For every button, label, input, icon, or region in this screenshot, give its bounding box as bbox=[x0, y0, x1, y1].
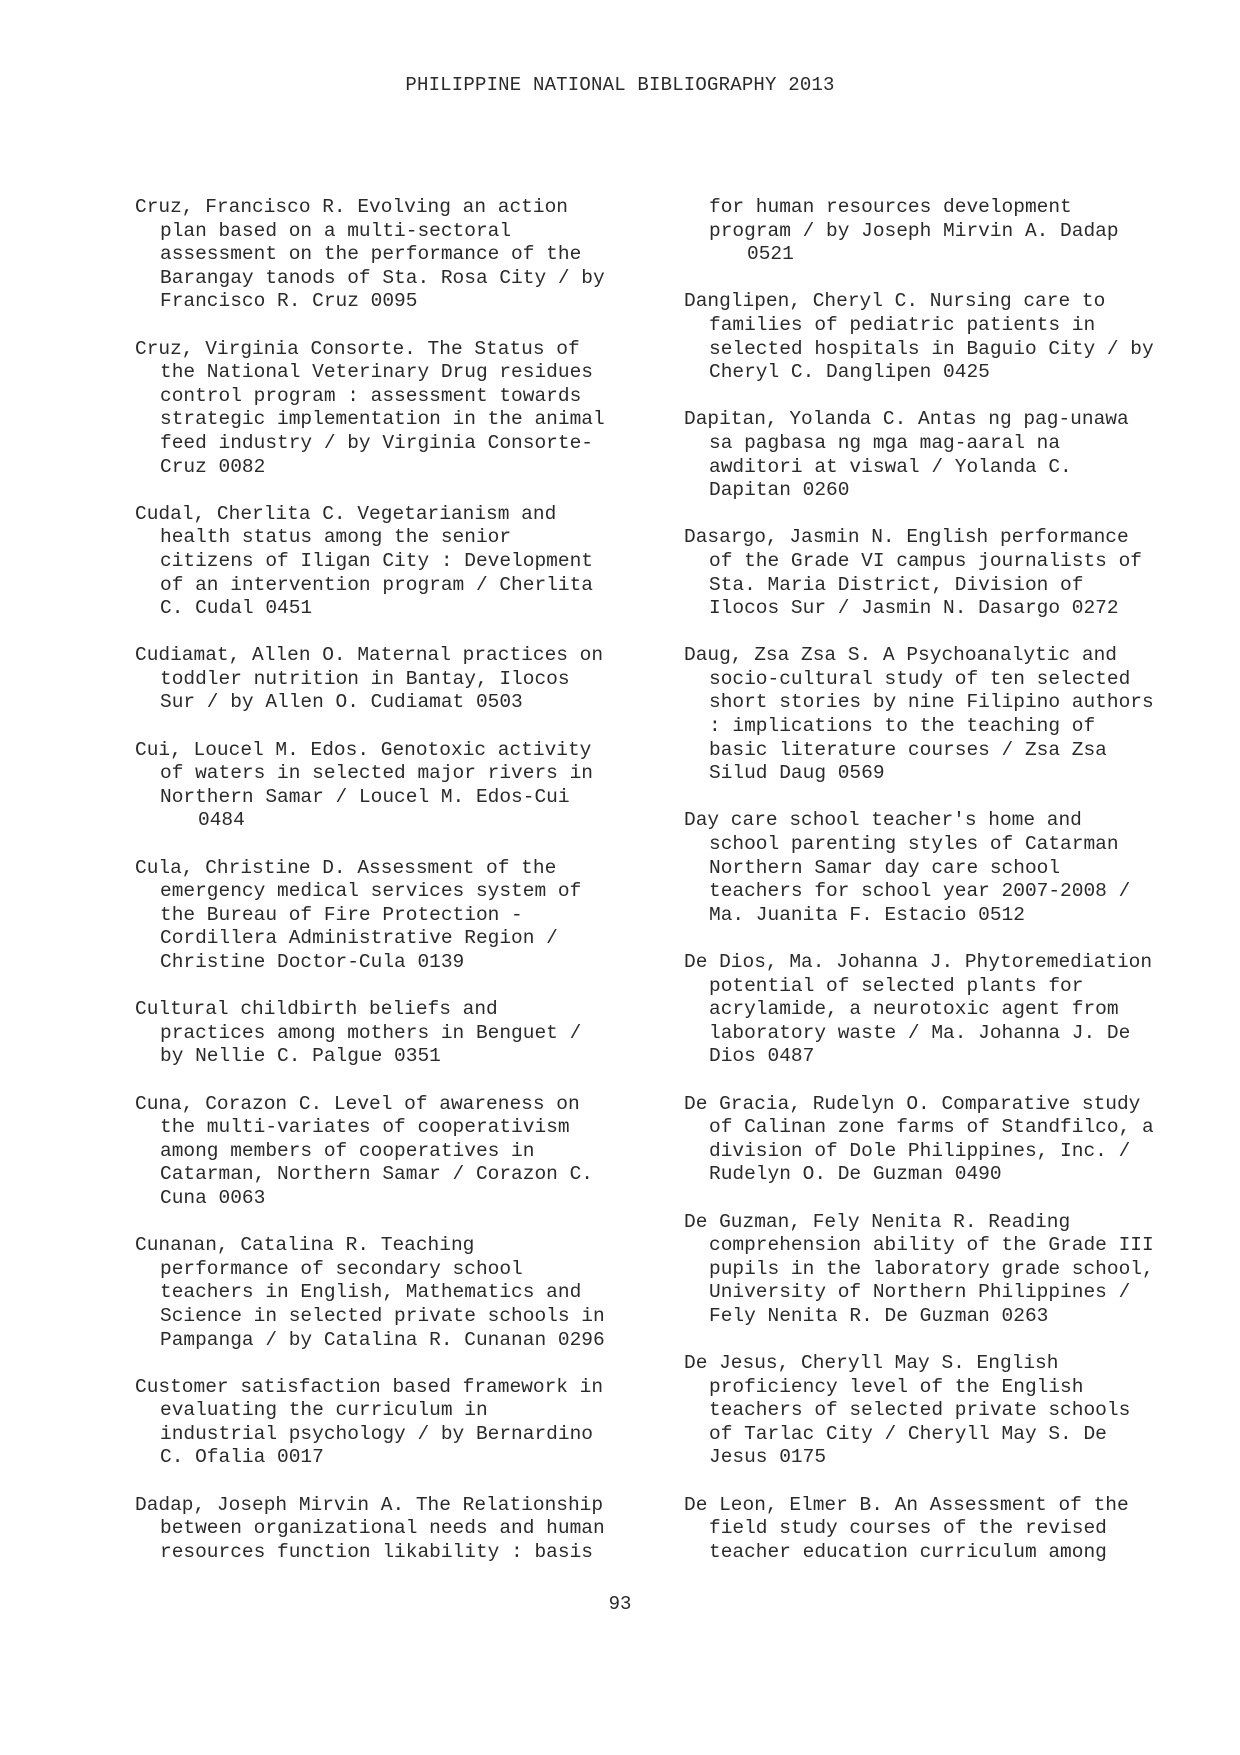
entry-line: Danglipen, Cheryl C. Nursing care to bbox=[684, 290, 1106, 313]
entry-line: pupils in the laboratory grade school, bbox=[709, 1257, 1154, 1280]
entry-line: emergency medical services system of bbox=[160, 880, 582, 903]
entry-line: Customer satisfaction based framework in bbox=[135, 1375, 604, 1398]
entry-line: Cheryl C. Danglipen 0425 bbox=[709, 361, 990, 384]
bibliography-entry bbox=[135, 998, 655, 1069]
entry-line: Northern Samar / Loucel M. Edos-Cui bbox=[160, 785, 570, 808]
entry-line: Daug, Zsa Zsa S. A Psychoanalytic and bbox=[684, 644, 1117, 667]
entry-line: of Tarlac City / Cheryll May S. De bbox=[709, 1422, 1107, 1445]
bibliography-entry bbox=[135, 1376, 655, 1470]
entry-line: teachers of selected private schools bbox=[709, 1399, 1131, 1422]
entry-line: University of Northern Philippines / bbox=[709, 1281, 1131, 1304]
entry-line: C. Cudal 0451 bbox=[160, 597, 313, 620]
entry-line: Francisco R. Cruz 0095 bbox=[160, 290, 418, 313]
bibliography-entry bbox=[135, 857, 655, 975]
entry-line: feed industry / by Virginia Consorte- bbox=[160, 431, 593, 454]
entry-line: of an intervention program / Cherlita bbox=[160, 573, 593, 596]
bibliography-entry bbox=[684, 951, 1204, 1069]
entry-line: of waters in selected major rivers in bbox=[160, 762, 593, 785]
entry-line: Science in selected private schools in bbox=[160, 1304, 605, 1327]
entry-line: the Bureau of Fire Protection - bbox=[160, 903, 523, 926]
entry-line: socio-cultural study of ten selected bbox=[709, 667, 1131, 690]
entry-line: potential of selected plants for bbox=[709, 974, 1084, 997]
entry-line: basic literature courses / Zsa Zsa bbox=[709, 738, 1107, 761]
entry-line: families of pediatric patients in bbox=[709, 313, 1096, 336]
entry-line: Ma. Juanita F. Estacio 0512 bbox=[709, 903, 1025, 926]
entry-line: teacher education curriculum among bbox=[709, 1540, 1107, 1563]
entry-line: Dapitan 0260 bbox=[709, 479, 850, 502]
entry-line: acrylamide, a neurotoxic agent from bbox=[709, 998, 1119, 1021]
entry-line: toddler nutrition in Bantay, Ilocos bbox=[160, 667, 570, 690]
entry-line: Dadap, Joseph Mirvin A. The Relationship bbox=[135, 1493, 604, 1516]
entry-line: proficiency level of the English bbox=[709, 1375, 1084, 1398]
entry-line: performance of secondary school bbox=[160, 1257, 523, 1280]
entry-line: health status among the senior bbox=[160, 526, 512, 549]
entry-line: Barangay tanods of Sta. Rosa City / by bbox=[160, 266, 605, 289]
entry-line: program / by Joseph Mirvin A. Dadap bbox=[709, 219, 1119, 242]
entry-line: Jesus 0175 bbox=[709, 1446, 827, 1469]
entry-line: Silud Daug 0569 bbox=[709, 762, 885, 785]
entry-line: Dapitan, Yolanda C. Antas ng pag-unawa bbox=[684, 408, 1129, 431]
bibliography-entry bbox=[684, 1494, 1204, 1565]
entry-line: between organizational needs and human bbox=[160, 1517, 605, 1540]
entry-line: by Nellie C. Palgue 0351 bbox=[160, 1045, 441, 1068]
entry-line: Cordillera Administrative Region / bbox=[160, 927, 558, 950]
entry-line: evaluating the curriculum in bbox=[160, 1399, 488, 1422]
entry-line: for human resources development bbox=[709, 196, 1072, 218]
entry-line: sa pagbasa ng mga mag-aaral na bbox=[709, 431, 1061, 454]
entry-line: Cruz, Virginia Consorte. The Status of bbox=[135, 337, 580, 360]
entry-line: practices among mothers in Benguet / bbox=[160, 1021, 582, 1044]
entry-line: De Guzman, Fely Nenita R. Reading bbox=[684, 1210, 1071, 1233]
entry-line: of Calinan zone farms of Standfilco, a bbox=[709, 1116, 1154, 1139]
entry-line: strategic implementation in the animal bbox=[160, 408, 605, 431]
entry-line: De Gracia, Rudelyn O. Comparative study bbox=[684, 1092, 1141, 1115]
bibliography-entry bbox=[135, 739, 655, 833]
entry-line: Ilocos Sur / Jasmin N. Dasargo 0272 bbox=[709, 597, 1119, 620]
entry-line: Christine Doctor-Cula 0139 bbox=[160, 951, 465, 973]
entry-line: Cultural childbirth beliefs and bbox=[135, 998, 498, 1021]
bibliography-entry bbox=[684, 290, 1204, 384]
entry-line: Cudiamat, Allen O. Maternal practices on bbox=[135, 644, 604, 667]
entry-line: Cruz 0082 bbox=[160, 455, 266, 478]
bibliography-entry bbox=[135, 1234, 655, 1352]
entry-record-number: 0484 bbox=[198, 809, 245, 832]
entry-line: teachers in English, Mathematics and bbox=[160, 1281, 582, 1304]
entry-line: control program : assessment towards bbox=[160, 384, 582, 407]
bibliography-entry bbox=[684, 1211, 1204, 1329]
entry-line: among members of cooperatives in bbox=[160, 1139, 535, 1162]
entry-line: Sta. Maria District, Division of bbox=[709, 573, 1084, 596]
entry-line: C. Ofalia 0017 bbox=[160, 1446, 324, 1469]
continuation-entry bbox=[684, 196, 1204, 267]
left-column bbox=[135, 196, 655, 1588]
bibliography-entry bbox=[684, 644, 1204, 786]
entry-line: awditori at viswal / Yolanda C. bbox=[709, 455, 1072, 478]
bibliography-entry bbox=[684, 526, 1204, 620]
entry-line: comprehension ability of the Grade III bbox=[709, 1234, 1154, 1257]
bibliography-entry bbox=[684, 1352, 1204, 1470]
bibliography-entry bbox=[135, 503, 655, 621]
page-number: 93 bbox=[608, 1593, 632, 1615]
entry-line: Cula, Christine D. Assessment of the bbox=[135, 856, 557, 879]
entry-line: laboratory waste / Ma. Johanna J. De bbox=[709, 1021, 1131, 1044]
entry-line: industrial psychology / by Bernardino bbox=[160, 1422, 593, 1445]
right-column bbox=[684, 196, 1204, 1588]
entry-line: Northern Samar day care school bbox=[709, 856, 1061, 879]
entry-line: of the Grade VI campus journalists of bbox=[709, 549, 1142, 572]
entry-line: assessment on the performance of the bbox=[160, 243, 582, 266]
bibliography-entry bbox=[135, 1494, 655, 1565]
entry-line: De Leon, Elmer B. An Assessment of the bbox=[684, 1493, 1129, 1516]
entry-line: resources function likability : basis bbox=[160, 1540, 593, 1563]
entry-line: Cunanan, Catalina R. Teaching bbox=[135, 1234, 475, 1257]
entry-line: the multi-variates of cooperativism bbox=[160, 1116, 570, 1139]
entry-line: teachers for school year 2007-2008 / bbox=[709, 880, 1131, 903]
entry-line: plan based on a multi-sectoral bbox=[160, 219, 512, 242]
page-header: PHILIPPINE NATIONAL BIBLIOGRAPHY 2013 bbox=[405, 74, 835, 96]
entry-line: school parenting styles of Catarman bbox=[709, 833, 1119, 856]
entry-line: De Jesus, Cheryll May S. English bbox=[684, 1352, 1059, 1375]
entry-line: Rudelyn O. De Guzman 0490 bbox=[709, 1163, 1002, 1186]
entry-line: Dasargo, Jasmin N. English performance bbox=[684, 526, 1129, 549]
entry-line: Cuna 0063 bbox=[160, 1186, 266, 1209]
entry-line: De Dios, Ma. Johanna J. Phytoremediation bbox=[684, 951, 1153, 973]
entry-line: Cui, Loucel M. Edos. Genotoxic activity bbox=[135, 738, 592, 761]
bibliography-entry bbox=[135, 338, 655, 480]
entry-line: division of Dole Philippines, Inc. / bbox=[709, 1139, 1131, 1162]
entry-line: Cruz, Francisco R. Evolving an action bbox=[135, 196, 568, 218]
entry-line: : implications to the teaching of bbox=[709, 715, 1096, 738]
entry-line: short stories by nine Filipino authors bbox=[709, 691, 1154, 714]
entry-line: Cudal, Cherlita C. Vegetarianism and bbox=[135, 502, 557, 525]
entry-line: Fely Nenita R. De Guzman 0263 bbox=[709, 1304, 1049, 1327]
entry-line: Cuna, Corazon C. Level of awareness on bbox=[135, 1092, 580, 1115]
entry-line: Catarman, Northern Samar / Corazon C. bbox=[160, 1163, 593, 1186]
bibliography-entry bbox=[684, 809, 1204, 927]
entry-line: citizens of Iligan City : Development bbox=[160, 549, 593, 572]
entry-record-number: 0521 bbox=[747, 243, 794, 266]
bibliography-entry bbox=[135, 1093, 655, 1211]
entry-line: selected hospitals in Baguio City / by bbox=[709, 337, 1154, 360]
entry-line: Sur / by Allen O. Cudiamat 0503 bbox=[160, 691, 523, 714]
bibliography-entry bbox=[684, 408, 1204, 502]
bibliography-entry bbox=[684, 1093, 1204, 1187]
bibliography-entry bbox=[135, 196, 655, 314]
entry-line: Dios 0487 bbox=[709, 1045, 815, 1068]
entry-line: the National Veterinary Drug residues bbox=[160, 361, 593, 384]
entry-line: Day care school teacher's home and bbox=[684, 809, 1082, 832]
entry-line: field study courses of the revised bbox=[709, 1517, 1107, 1540]
bibliography-entry bbox=[135, 644, 655, 715]
entry-line: Pampanga / by Catalina R. Cunanan 0296 bbox=[160, 1328, 605, 1351]
